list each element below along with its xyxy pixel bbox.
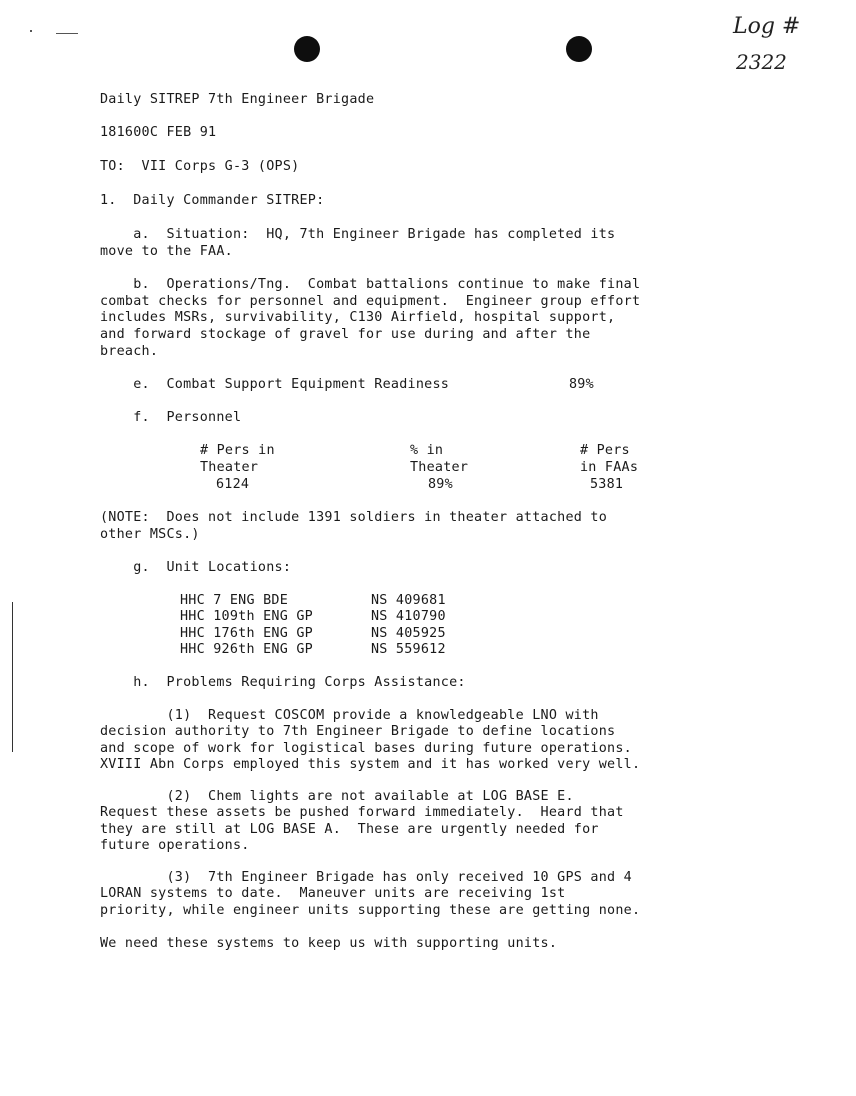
unit-location: NS 405925 — [371, 626, 446, 641]
problem-1-line: and scope of work for logistical bases during future operations. — [100, 741, 632, 756]
scan-speck — [56, 33, 78, 34]
para-b-line: combat checks for personnel and equipment. Engineer group effort — [100, 294, 641, 309]
personnel-col3-header: # Pers — [580, 443, 630, 458]
personnel-label: f. Personnel — [100, 410, 242, 425]
date-time-group: 181600C FEB 91 — [100, 125, 217, 140]
unit-name: HHC 109th ENG GP — [180, 609, 313, 624]
personnel-col2-header: % in — [410, 443, 444, 458]
personnel-col3-value: 5381 — [590, 477, 624, 492]
punch-hole-right — [566, 36, 592, 62]
readiness-label: e. Combat Support Equipment Readiness — [100, 377, 450, 392]
punch-hole-left — [294, 36, 320, 62]
unit-name: HHC 926th ENG GP — [180, 642, 313, 657]
problem-3-line: LORAN systems to date. Maneuver units are receiving 1st — [100, 886, 566, 901]
unit-location: NS 409681 — [371, 593, 446, 608]
personnel-col2-value: 89% — [428, 477, 453, 492]
unit-name: HHC 7 ENG BDE — [180, 593, 289, 608]
note-line: other MSCs.) — [100, 527, 200, 542]
readiness-value: 89% — [569, 377, 594, 392]
unit-locations-label: g. Unit Locations: — [100, 560, 292, 575]
to-line: TO: VII Corps G-3 (OPS) — [100, 159, 300, 174]
para-b-line: breach. — [100, 344, 159, 359]
personnel-col1-value: 6124 — [216, 477, 250, 492]
para-a-line: a. Situation: HQ, 7th Engineer Brigade has completed its — [100, 227, 616, 242]
scan-speck — [30, 30, 32, 32]
problem-1-line: decision authority to 7th Engineer Brigade to define locations — [100, 724, 616, 739]
problem-2-line: future operations. — [100, 838, 250, 853]
unit-location: NS 559612 — [371, 642, 446, 657]
closing-line: We need these systems to keep us with supporting units. — [100, 936, 558, 951]
problem-1-line: XVIII Abn Corps employed this system and it has worked very well. — [100, 757, 641, 772]
para-b-line: and forward stockage of gravel for use during and after the — [100, 327, 591, 342]
problem-3-line: priority, while engineer units supporting these are getting none. — [100, 903, 641, 918]
personnel-col1-header: Theater — [200, 460, 259, 475]
personnel-col1-header: # Pers in — [200, 443, 275, 458]
document-title: Daily SITREP 7th Engineer Brigade — [100, 92, 375, 107]
handwritten-log-number: 2322 — [736, 50, 787, 74]
problem-2-line: (2) Chem lights are not available at LOG BASE E. — [100, 789, 574, 804]
section-1-heading: 1. Daily Commander SITREP: — [100, 193, 325, 208]
problem-2-line: they are still at LOG BASE A. These are urgently needed for — [100, 822, 599, 837]
note-line: (NOTE: Does not include 1391 soldiers in theater attached to — [100, 510, 608, 525]
handwritten-log-label: Log # — [733, 14, 801, 39]
scan-edge-line — [12, 602, 13, 752]
personnel-col3-header: in FAAs — [580, 460, 639, 475]
problems-label: h. Problems Requiring Corps Assistance: — [100, 675, 466, 690]
personnel-col2-header: Theater — [410, 460, 469, 475]
problem-2-line: Request these assets be pushed forward immediately. Heard that — [100, 805, 624, 820]
para-a-line: move to the FAA. — [100, 244, 233, 259]
problem-3-line: (3) 7th Engineer Brigade has only received 10 GPS and 4 — [100, 870, 632, 885]
para-b-line: includes MSRs, survivability, C130 Airfield, hospital support, — [100, 310, 616, 325]
problem-1-line: (1) Request COSCOM provide a knowledgeable LNO with — [100, 708, 599, 723]
para-b-line: b. Operations/Tng. Combat battalions continue to make final — [100, 277, 641, 292]
unit-name: HHC 176th ENG GP — [180, 626, 313, 641]
unit-location: NS 410790 — [371, 609, 446, 624]
